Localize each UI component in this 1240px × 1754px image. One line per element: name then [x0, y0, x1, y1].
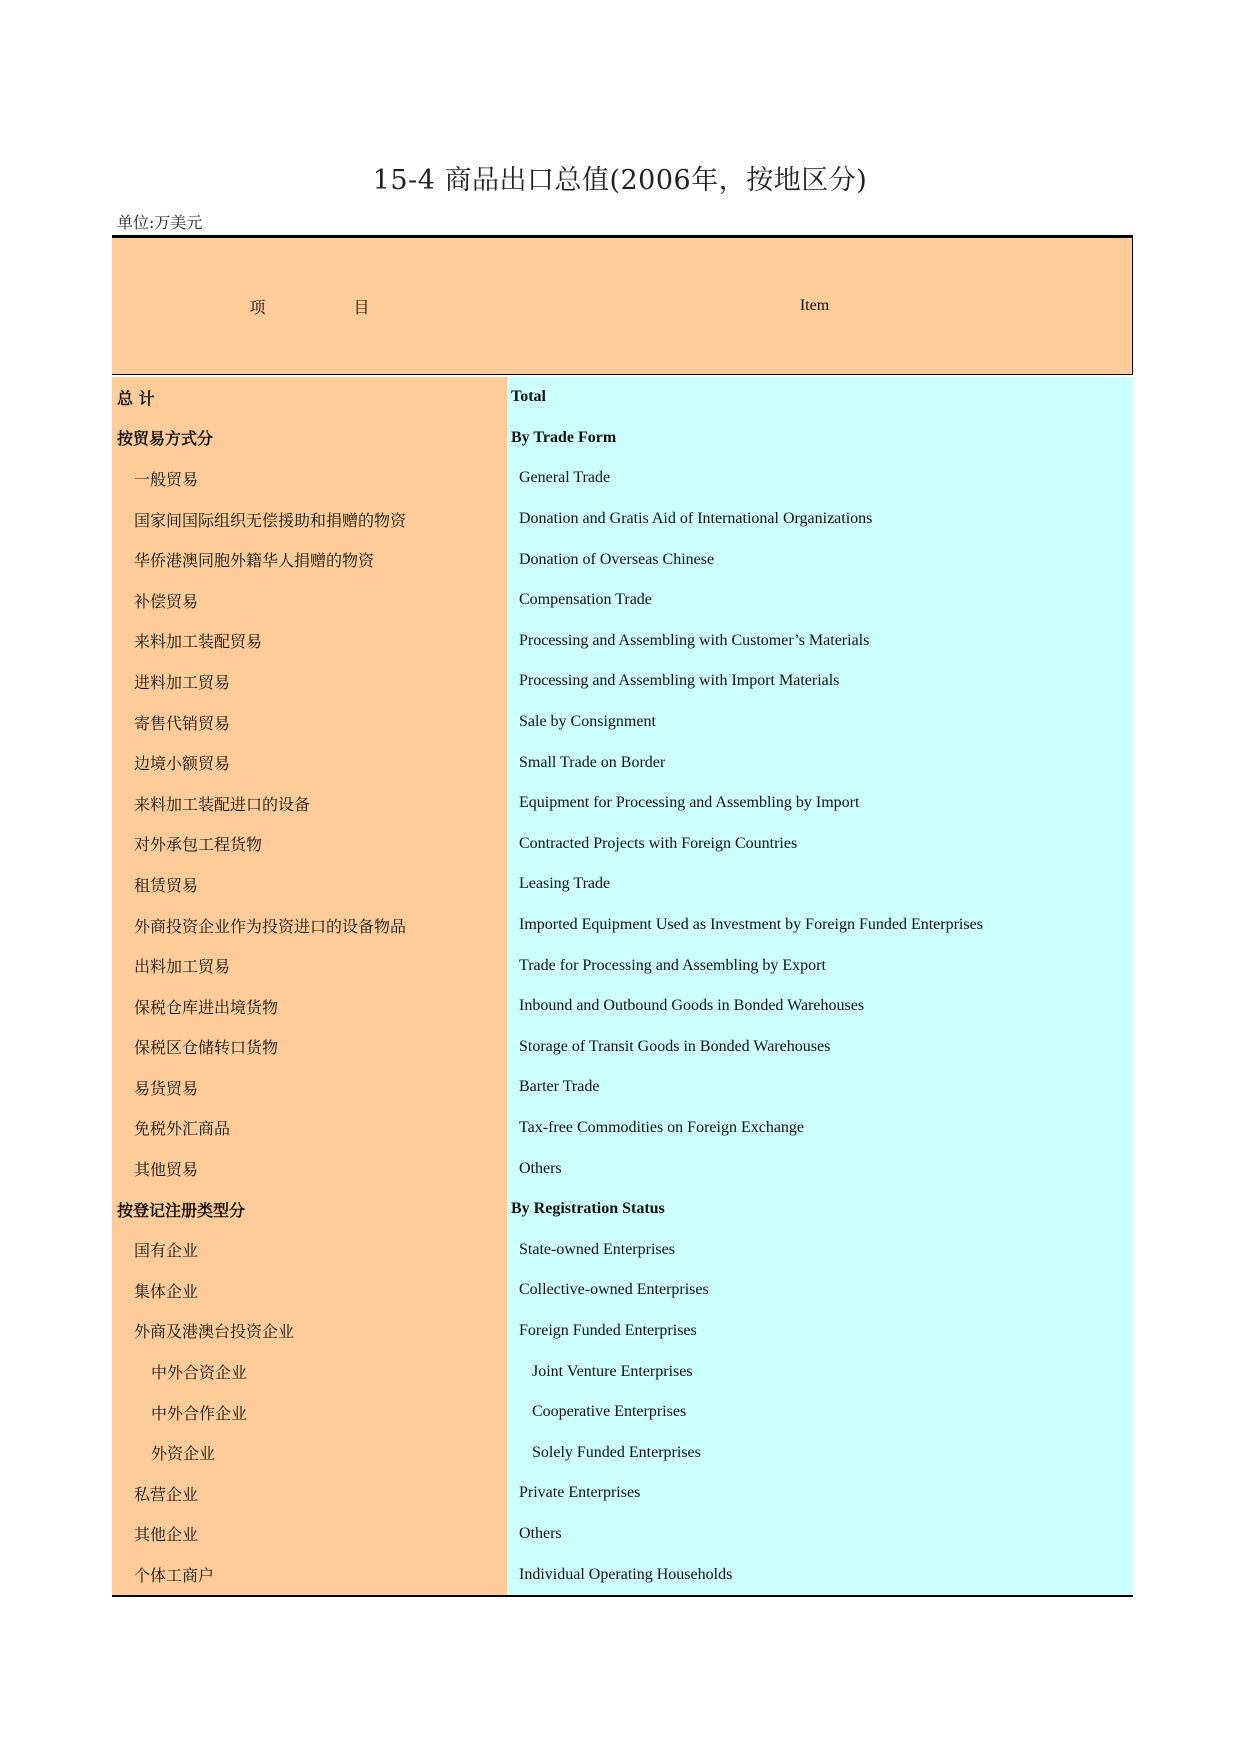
row-label-en: State-owned Enterprises	[519, 1240, 675, 1258]
row-label-en: Joint Venture Enterprises	[532, 1362, 693, 1380]
header-cn-right: 目	[353, 297, 370, 317]
row-label-cn: 其他企业	[134, 1525, 199, 1545]
row-label-cn: 寄售代销贸易	[134, 713, 231, 733]
row-label-en: Small Trade on Border	[519, 753, 666, 771]
row-label-en: Leasing Trade	[519, 875, 611, 893]
row-label-cn: 外商投资企业作为投资进口的设备物品	[134, 916, 407, 936]
row-label-cn: 进料加工贸易	[134, 672, 231, 692]
column-chinese	[112, 377, 507, 1595]
data-table	[112, 235, 1133, 1597]
row-label-cn: 私营企业	[134, 1484, 199, 1504]
row-label-cn: 按贸易方式分	[117, 429, 214, 449]
table-body	[112, 375, 1133, 1595]
row-label-en: Solely Funded Enterprises	[532, 1443, 701, 1461]
row-label-en: Processing and Assembling with Import Materials	[519, 672, 840, 690]
row-label-en: General Trade	[519, 469, 611, 487]
row-label-cn: 对外承包工程货物	[134, 835, 263, 855]
row-label-cn: 保税仓库进出境货物	[134, 997, 279, 1017]
row-label-cn: 总 计	[117, 388, 155, 408]
row-label-cn: 国家间国际组织无偿援助和捐赠的物资	[134, 510, 407, 530]
row-label-cn: 租赁贸易	[134, 875, 199, 895]
row-label-en: Tax-free Commodities on Foreign Exchange	[519, 1118, 805, 1136]
column-english	[507, 377, 1133, 1595]
header-cn-cell	[112, 238, 507, 374]
row-label-cn: 个体工商户	[134, 1566, 215, 1586]
row-label-en: Contracted Projects with Foreign Countries	[519, 834, 798, 852]
row-label-cn: 国有企业	[134, 1241, 199, 1261]
row-label-cn: 其他贸易	[134, 1160, 199, 1180]
row-label-cn: 华侨港澳同胞外籍华人捐赠的物资	[134, 551, 375, 571]
row-label-cn: 集体企业	[134, 1281, 199, 1301]
row-label-cn: 保税区仓储转口货物	[134, 1038, 279, 1058]
row-label-en: Inbound and Outbound Goods in Bonded Warehouses	[519, 997, 865, 1015]
row-label-en: Barter Trade	[519, 1078, 600, 1096]
row-label-en: Others	[519, 1159, 562, 1177]
row-label-en: Total	[511, 388, 546, 406]
row-label-en: Individual Operating Households	[519, 1565, 733, 1583]
row-label-en: By Trade Form	[511, 428, 617, 446]
row-label-en: Storage of Transit Goods in Bonded Warehouses	[519, 1037, 831, 1055]
row-label-en: Processing and Assembling with Customer’s Materials	[519, 631, 870, 649]
header-cn-left: 项	[249, 297, 266, 317]
row-label-en: Foreign Funded Enterprises	[519, 1321, 697, 1339]
row-label-cn: 一般贸易	[134, 469, 199, 489]
row-label-cn: 中外合作企业	[151, 1403, 248, 1423]
row-label-en: Compensation Trade	[519, 591, 652, 609]
row-label-cn: 外商及港澳台投资企业	[134, 1322, 295, 1342]
row-label-en: Sale by Consignment	[519, 713, 656, 731]
row-label-en: Donation of Overseas Chinese	[519, 550, 715, 568]
row-label-cn: 中外合资企业	[151, 1363, 248, 1383]
bottom-rule	[112, 1595, 1133, 1597]
row-label-cn: 易货贸易	[134, 1078, 199, 1098]
row-label-cn: 来料加工装配进口的设备	[134, 794, 311, 814]
row-label-en: Imported Equipment Used as Investment by Foreign Funded Enterprises	[519, 916, 983, 934]
row-label-cn: 免税外汇商品	[134, 1119, 231, 1139]
row-label-en: Donation and Gratis Aid of International Organizations	[519, 510, 873, 528]
unit-label: 单位:万美元	[117, 213, 203, 232]
row-label-cn: 来料加工装配贸易	[134, 632, 263, 652]
row-label-cn: 边境小额贸易	[134, 754, 231, 774]
row-label-en: Collective-owned Enterprises	[519, 1281, 709, 1299]
row-label-en: Cooperative Enterprises	[532, 1403, 687, 1421]
page-title: 15-4 商品出口总值(2006年，按地区分)	[372, 165, 868, 196]
table-header	[112, 238, 1133, 375]
row-label-cn: 补偿贸易	[134, 591, 199, 611]
row-label-en: Trade for Processing and Assembling by Export	[519, 956, 826, 974]
row-label-en: Others	[519, 1524, 562, 1542]
row-label-cn: 出料加工贸易	[134, 957, 231, 977]
row-label-en: By Registration Status	[511, 1200, 665, 1218]
row-label-cn: 外资企业	[151, 1444, 216, 1464]
row-label-en: Equipment for Processing and Assembling by Import	[519, 794, 860, 812]
header-en-cell: Item	[799, 297, 830, 314]
row-label-en: Private Enterprises	[519, 1484, 641, 1502]
row-label-cn: 按登记注册类型分	[117, 1200, 246, 1220]
